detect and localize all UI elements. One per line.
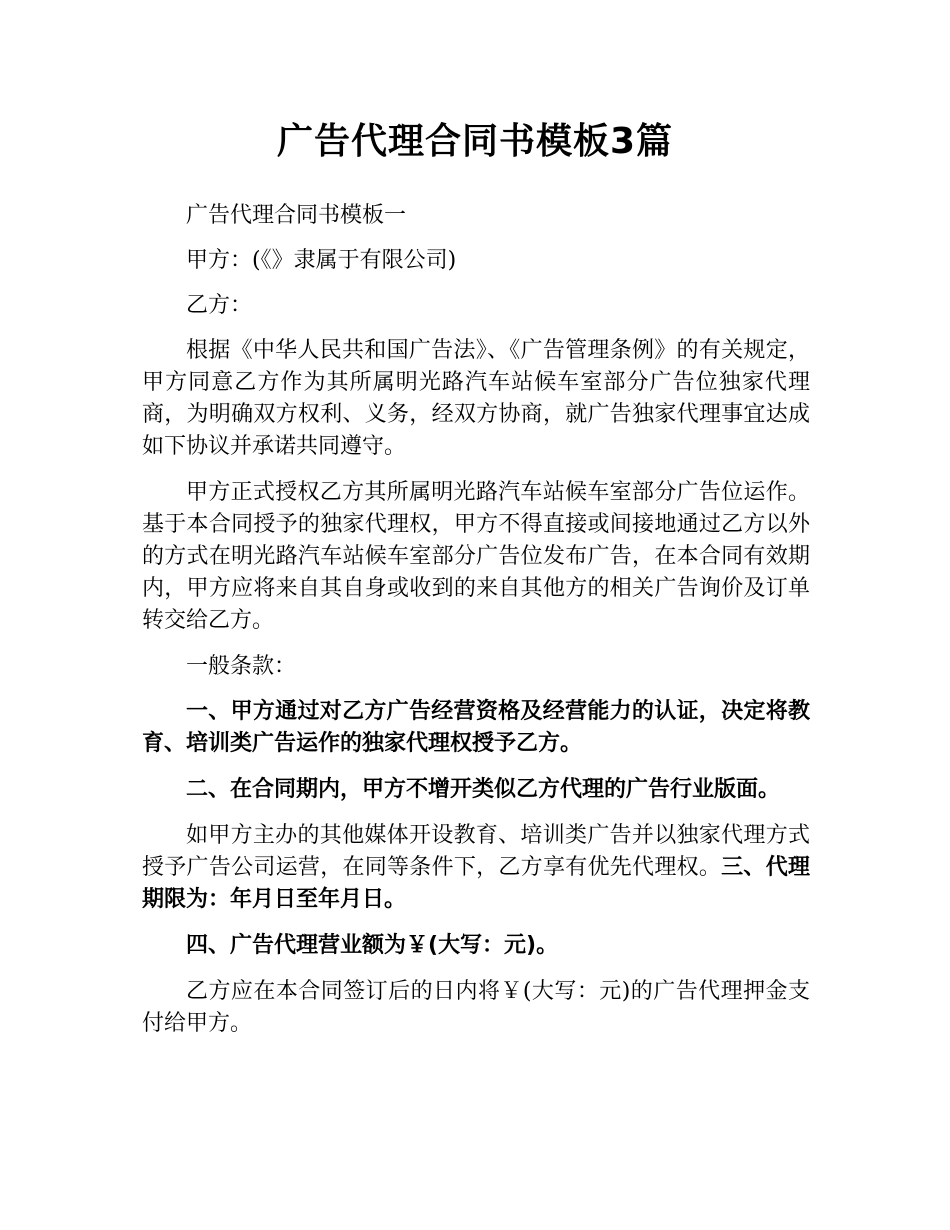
intro-paragraph: 根据《中华人民共和国广告法》、《广告管理条例》的有关规定，甲方同意乙方作为其所属明光路汽车站候车室部分广告位独家代理商，为明确双方权利、义务，经双方协商，就广告独家代理事宜达成如下协议并承诺共同遵守。 — [142, 338, 810, 459]
clause-2-note-paragraph — [142, 820, 810, 916]
document-title: 广告代理合同书模板3篇 — [276, 121, 674, 162]
general-terms-label: 一般条款： — [186, 654, 297, 679]
authorization-paragraph: 甲方正式授权乙方其所属明光路汽车站候车室部分广告位运作。基于本合同授予的独家代理权，甲方不得直接或间接地通过乙方以外的方式在明光路汽车站候车室部分广告位发布广告，在本合同有效期内，甲方应将来自其自身或收到的来自其他方的相关广告询价及订单转交给乙方。 — [142, 480, 810, 633]
deposit-paragraph: 乙方应在本合同签订后的日内将￥(大写：元)的广告代理押金支付给甲方。 — [142, 979, 810, 1036]
clause-2-note: 如甲方主办的其他媒体开设教育、培训类广告并以独家代理方式授予广告公司运营，在同等条件下，乙方享有优先代理权。 — [142, 823, 810, 880]
document-body — [142, 200, 810, 1054]
party-a: 甲方：(《》隶属于有限公司) — [186, 248, 457, 273]
clause-3: 三、代理期限为：年月日至年月日。 — [142, 855, 810, 912]
clause-2: 二、在合同期内，甲方不增开类似乙方代理的广告行业版面。 — [186, 777, 781, 802]
clause-4: 四、广告代理营业额为￥(大写：元)。 — [186, 933, 559, 958]
clause-1: 一、甲方通过对乙方广告经营资格及经营能力的认证，决定将教育、培训类广告运作的独家代理权授予乙方。 — [142, 699, 810, 756]
party-b: 乙方： — [186, 293, 253, 318]
subtitle: 广告代理合同书模板一 — [186, 203, 407, 228]
